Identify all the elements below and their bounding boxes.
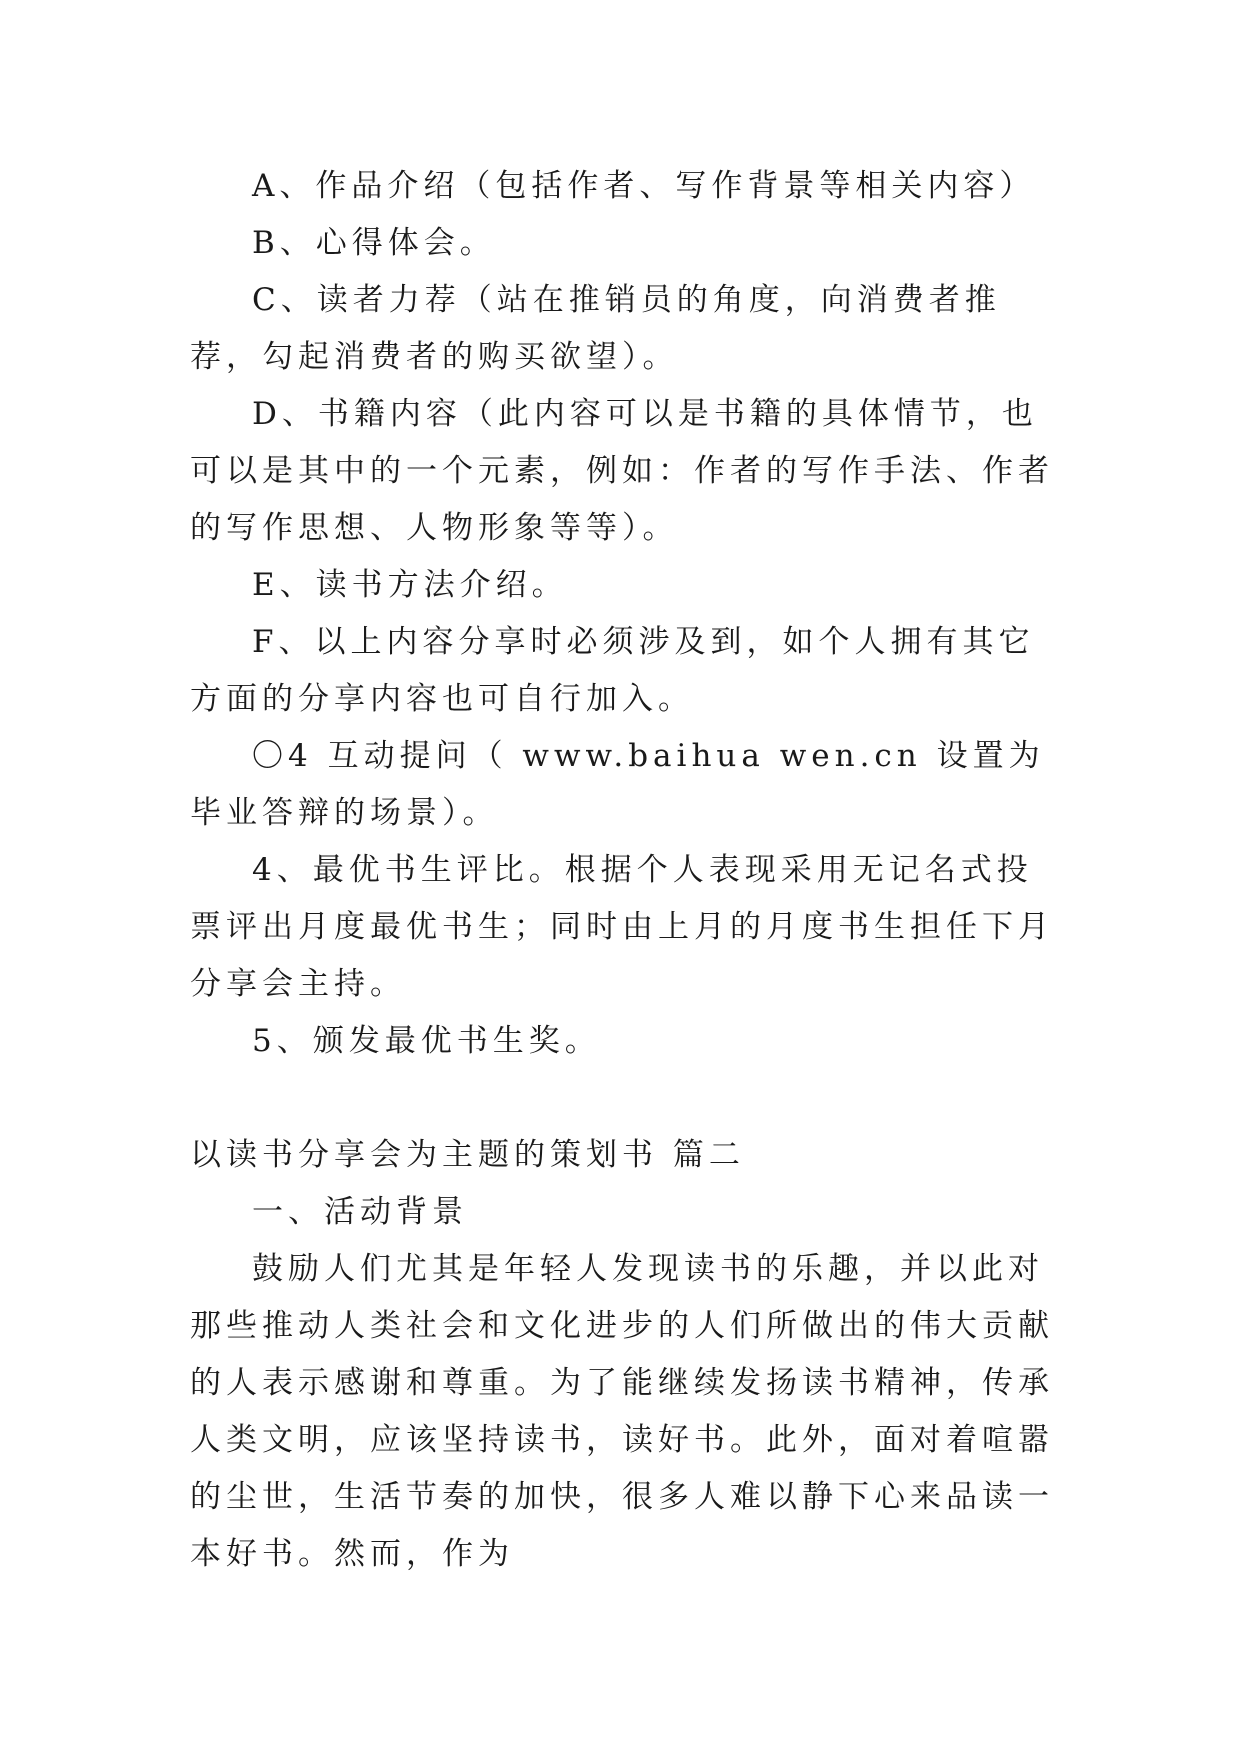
item-c-paragraph: C、读者力荐（站在推销员的角度，向消费者推荐，勾起消费者的购买欲望）。 (190, 282, 1001, 375)
subheading: 一、活动背景 (252, 1194, 468, 1230)
best-scholar-selection-paragraph: 4、最优书生评比。根据个人表现采用无记名式投票评出月度最优书生；同时由上月的月度书生担任下月分享会主持。 (190, 852, 1054, 1002)
item-a-paragraph: A、作品介绍（包括作者、写作背景等相关内容） (252, 168, 1036, 204)
item-d-paragraph: D、书籍内容（此内容可以是书籍的具体情节，也可以是其中的一个元素，例如：作者的写作手法、作者的写作思想、人物形象等等）。 (190, 396, 1054, 546)
interactive-questions-paragraph: 〇4 互动提问（ www.baihua wen.cn 设置为毕业答辩的场景）。 (190, 738, 1045, 831)
document-body (190, 158, 1062, 1583)
item-b-paragraph: B、心得体会。 (252, 225, 496, 261)
section-title: 以读书分享会为主题的策划书 篇二 (190, 1137, 745, 1173)
item-f-paragraph: F、以上内容分享时必须涉及到，如个人拥有其它方面的分享内容也可自行加入。 (190, 624, 1035, 717)
award-paragraph: 5、颁发最优书生奖。 (252, 1023, 601, 1059)
background-paragraph: 鼓励人们尤其是年轻人发现读书的乐趣，并以此对那些推动人类社会和文化进步的人们所做出的伟大贡献的人表示感谢和尊重。为了能继续发扬读书精神，传承人类文明，应该坚持读书，读好书。此外，面对着喧嚣的尘世，生活节奏的加快，很多人难以静下心来品读一本好书。然而，作为 (190, 1251, 1054, 1572)
item-e-paragraph: E、读书方法介绍。 (252, 567, 568, 603)
